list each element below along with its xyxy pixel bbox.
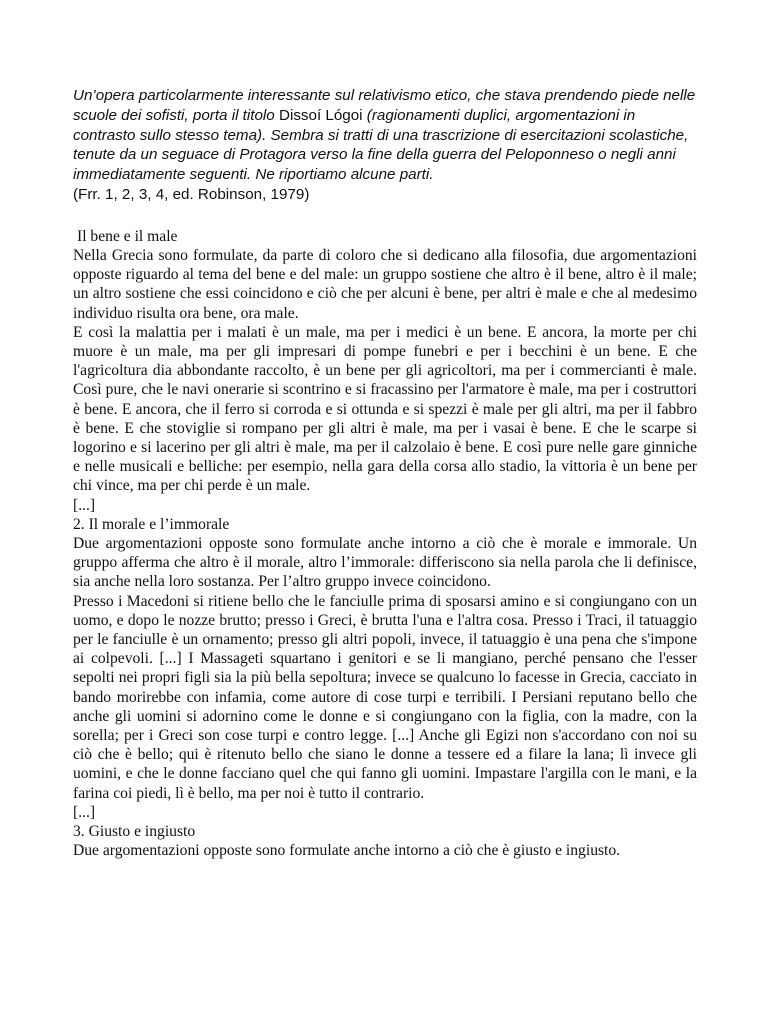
section-heading-morale-immorale: 2. Il morale e l’immorale <box>73 515 230 533</box>
paragraph-bene-male-2: E così la malattia per i malati è un male, ma per i medici è un bene. E ancora, la morte per chi muore è un male, ma per gli impresari di pompe funebri e per i becchini è un bene. E che l'agricoltura dia abbondante raccolto, è un bene per gli agricoltori, ma per i commercianti è male. Così pure, che le navi onerarie si scontrino e si fracassino per l'armatore è male, ma per i costruttori è bene. E ancora, che il ferro si corroda e si ottunda e si spezzi è male per gli altri, ma per il fabbro è bene. E che stoviglie si rompano per gli altri è male, ma per i vasai è bene. E che le scarpe si logorino e si lacerino per gli altri è male, ma per il calzolaio è bene. E così pure nelle gare ginniche e nelle musicali e belliche: per esempio, nella gara della corsa allo stadio, la vittoria è un bene per chi vince, ma per chi perde è un male. <box>73 323 697 495</box>
intro-paragraph <box>73 86 697 185</box>
intro-text-1: Un’opera particolarmente interessante sul relativismo etico, che stava prendendo piede nelle scuole dei sofisti, porta il titolo <box>73 87 696 124</box>
paragraph-giusto-1: Due argomentazioni opposte sono formulate anche intorno a ciò che è giusto e ingiusto. <box>73 842 621 860</box>
paragraph-bene-male-1: Nella Grecia sono formulate, da parte di coloro che si dedicano alla filosofia, due argomentazioni opposte riguardo al tema del bene e del male: un gruppo sostiene che altro è il bene, altro è il male; un altro sostiene che essi coincidono e ciò che per alcuni è bene, per altri è male e che al medesimo individuo risulta ora bene, ora male. <box>73 246 697 322</box>
work-title: Dissoí Lógoi <box>278 106 363 124</box>
paragraph-morale-1: Due argomentazioni opposte sono formulate anche intorno a ciò che è morale e immorale. Un gruppo afferma che altro è il morale, altro l’immorale: differiscono sia nella parola che li definisce, sia anche nella loro sostanza. Per l’altro gruppo invece coincidono. <box>73 535 697 591</box>
paragraph-morale-2: Presso i Macedoni si ritiene bello che le fanciulle prima di sposarsi amino e si congiungano con un uomo, e dopo le nozze brutto; presso i Greci, è brutta l'una e l'altra cosa. Presso i Traci, il tatuaggio per le fanciulle è un ornamento; presso gli altri popoli, invece, il tatuaggio è una pena che s'impone ai colpevoli. [...] I Massageti squartano i genitori e se li mangiano, perché pensano che l'esser sepolti nei propri figli sia la più bella sepoltura; invece se qualcuno lo facesse in Grecia, cacciato in bando morirebbe con infamia, come autore di cose turpi e terribili. I Persiani reputano bello che anche gli uomini si adornino come le donne e si congiungano con la figlia, con la madre, con la sorella; per i Greci son cose turpi e contro legge. [...] Anche gli Egizi non s'accordano con noi su ciò che è bello; qui è ritenuto bello che siano le donne a tessere ed a filare la lana; lì invece gli uomini, e che le donne facciano quel che qui fanno gli uomini. Impastare l'argilla con le mani, e la farina coi piedi, lì è bello, ma per noi è tutto il contrario. <box>73 592 697 802</box>
omission-marker: [...] <box>73 496 96 514</box>
section-heading-giusto-ingiusto: 3. Giusto e ingiusto <box>73 823 196 841</box>
document-page <box>73 86 697 860</box>
omission-marker: [...] <box>73 803 96 821</box>
intro-text-2: (ragionamenti duplici, argomentazioni in contrasto sullo stesso tema). Sembra si tratti di una trascrizione di esercitazioni scolastiche, tenute da un seguace di Protagora verso la fine della guerra del Peloponneso o negli anni immediatamente seguenti. Ne riportiamo alcune parti. <box>73 106 689 184</box>
spacer <box>73 205 697 227</box>
source-citation: (Frr. 1, 2, 3, 4, ed. Robinson, 1979) <box>73 185 310 203</box>
section-heading-bene-male: Il bene e il male <box>77 227 178 245</box>
